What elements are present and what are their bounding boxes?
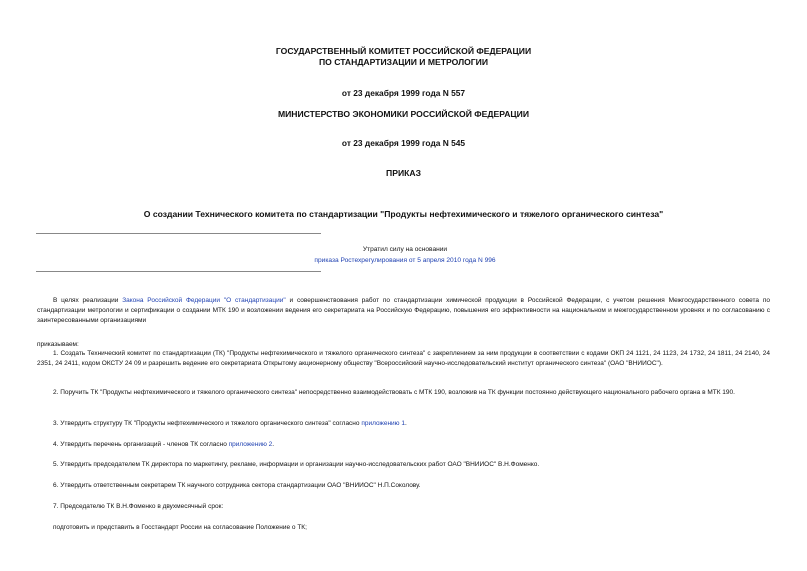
- document-title: О создании Технического комитета по стандартизации "Продукты нефтехимического и тяжелого органического синтеза": [143, 209, 664, 219]
- item-5: 5. Утвердить председателем ТК директора по маркетингу, рекламе, информации и организации научно-исследовательских работ ОАО "ВНИИОС" В.Н.Фоменко.: [53, 461, 540, 468]
- item-4: [37, 440, 770, 450]
- item-7-subitem: подготовить и представить в Госстандарт России на согласование Положение о ТК;: [53, 524, 307, 531]
- standardization-law-link[interactable]: Закона Российской Федерации "О стандартизации": [122, 297, 286, 304]
- appendix-2-link[interactable]: приложению 2: [228, 441, 273, 448]
- item-3: [37, 419, 770, 429]
- intro-paragraph: [37, 296, 770, 326]
- document-type: ПРИКАЗ: [386, 168, 421, 178]
- item-4-text-b: .: [272, 441, 275, 448]
- divider-bottom: [36, 271, 321, 272]
- item-3-text-a: 3. Утвердить структуру ТК "Продукты нефтехимического и тяжелого органического синтеза" согласно: [53, 420, 362, 427]
- divider-top: [36, 233, 321, 234]
- order-word: приказываем:: [37, 341, 79, 348]
- item-7: 7. Председателю ТК В.Н.Фоменко в двухмесячный срок:: [53, 503, 224, 510]
- decree-date-1: от 23 декабря 1999 года N 557: [341, 88, 466, 98]
- org-line-2: ПО СТАНДАРТИЗАЦИИ И МЕТРОЛОГИИ: [318, 57, 489, 67]
- item-2: 2. Поручить ТК "Продукты нефтехимического и тяжелого органического синтеза" непосредственно взаимодействовать с МТК 190, возложив на ТК функции постоянно действующего национального рабочего органа в МТК 190.: [53, 389, 735, 396]
- intro-text-a: В целях реализации: [53, 297, 123, 304]
- repeal-order-link[interactable]: приказа Ростехрегулирования от 5 апреля 2010 года N 996: [314, 257, 496, 264]
- item-6: 6. Утвердить ответственным секретарем ТК научного сотрудника сектора стандартизации ОАО "ВНИИОС" Н.П.Соколову.: [53, 482, 421, 489]
- status-line: Утратил силу на основании: [362, 246, 448, 253]
- ministry-name: МИНИСТЕРСТВО ЭКОНОМИКИ РОССИЙСКОЙ ФЕДЕРАЦИИ: [277, 109, 530, 119]
- appendix-1-link[interactable]: приложению 1: [361, 420, 405, 427]
- org-line-1: ГОСУДАРСТВЕННЫЙ КОМИТЕТ РОССИЙСКОЙ ФЕДЕРАЦИИ: [275, 46, 532, 56]
- item-3-text-b: .: [404, 420, 407, 427]
- status-link-line: [170, 256, 640, 266]
- intro-text-b: и совершенствования работ по стандартизации химической продукции в Российской Федерации, с учетом решения Межгосударственного совета по стандартизации метрологии и сертификации о создании МТК 190 и возложении ведения его секретариата на Российскую Федерацию, повышения его эффективности на национальном и межгосударственном уровнях и по согласованию с заинтересованными организациями: [37, 297, 770, 324]
- decree-date-2: от 23 декабря 1999 года N 545: [341, 138, 466, 148]
- item-4-text-a: 4. Утвердить перечень организаций - членов ТК согласно: [53, 441, 229, 448]
- item-1: 1. Создать Технический комитет по стандартизации (ТК) "Продукты нефтехимического и тяжелого органического синтеза" с закреплением за ним продукции в соответствии с кодами ОКП 24 1121, 24 1123, 24 1732, 24 1811, 24 2140, 24 2351, 24 2411, кодом ОКСТУ 24 09 и разрешить ведение его секретариата Открытому акционерному обществу "Всероссийский научно-исследовательский институт органического синтеза" (ОАО "ВНИИОС").: [37, 350, 770, 367]
